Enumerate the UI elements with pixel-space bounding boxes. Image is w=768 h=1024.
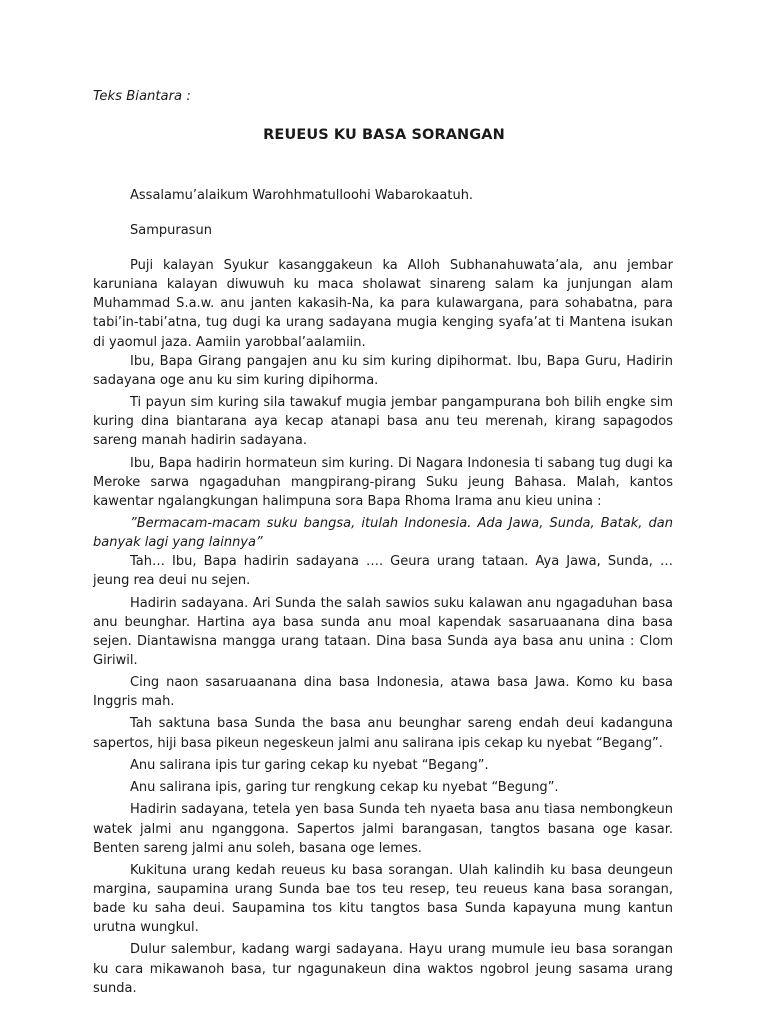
paragraph: Anu salirana ipis, garing tur rengkung cekap ku nyebat “Begung”. bbox=[130, 780, 559, 796]
paragraph: Tah… Ibu, Bapa hadirin sadayana …. Geura urang tataan. Aya Jawa, Sunda, … jeung rea deui nu sejen. bbox=[93, 554, 673, 589]
paragraph: Anu salirana ipis tur garing cekap ku nyebat “Begang”. bbox=[130, 757, 489, 773]
greeting: Assalamu’alaikum Warohhmatulloohi Wabarokaatuh. bbox=[130, 188, 474, 203]
paragraph: Tah saktuna basa Sunda the basa anu beunghar sareng endah deui kadanguna sapertos, hiji basa pikeun negeskeun jalmi anu salirana ipis cekap ku nyebat “Begang”. bbox=[93, 716, 673, 751]
paragraph: Dulur salembur, kadang wargi sadayana. Hayu urang mumule ieu basa sorangan ku cara mikawanoh basa, tur ngagunakeun dina waktos ngobrol jeung sasama urang sunda. bbox=[93, 942, 673, 996]
paragraph: Kukituna urang kedah reueus ku basa sorangan. Ulah kalindih ku basa deungeun margina, saupamina urang Sunda bae tos teu resep, teu reueus kana basa sorangan, bade ku saha deui. Saupamina tos kitu tangtos basa Sunda kapayuna mung kantun urutna wungkul. bbox=[93, 862, 673, 936]
document-label: Teks Biantara : bbox=[93, 89, 191, 104]
document-title: REUEUS KU BASA SORANGAN bbox=[263, 127, 505, 143]
paragraph: Cing naon sasaruaanana dina basa Indonesia, atawa basa Jawa. Komo ku basa Inggris mah. bbox=[93, 675, 673, 710]
paragraph: Ibu, Bapa Girang pangajen anu ku sim kuring dipihormat. Ibu, Bapa Guru, Hadirin sadayana oge anu ku sim kuring dipihorma. bbox=[93, 353, 673, 388]
sampurasun: Sampurasun bbox=[130, 223, 212, 239]
quote-paragraph: ”Bermacam-macam suku bangsa, itulah Indonesia. Ada Jawa, Sunda, Batak, dan banyak lagi yang lainnya” bbox=[93, 515, 673, 551]
paragraph: Ti payun sim kuring sila tawakuf mugia jembar pangampurana boh bilih engke sim kuring dina biantarana aya kecap atanapi basa anu teu merenah, kirang sapagodos sareng manah hadirin sadayana. bbox=[93, 395, 673, 449]
paragraph: Ibu, Bapa hadirin hormateun sim kuring. Di Nagara Indonesia ti sabang tug dugi ka Meroke sarwa ngagaduhan mangpirang-pirang Suku jeung Bahasa. Malah, kantos kawentar ngalangkungan halimpuna sora Bapa Rhoma Irama anu kieu unina : bbox=[93, 455, 673, 509]
paragraph: Hadirin sadayana, tetela yen basa Sunda teh nyaeta basa anu tiasa nembongkeun watek jalmi anu nganggona. Sapertos jalmi barangasan, tangtos basana oge kasar. Benten sareng jalmi anu soleh, basana oge lemes. bbox=[93, 802, 673, 856]
paragraph: Puji kalayan Syukur kasanggakeun ka Alloh Subhanahuwata’ala, anu jembar karuniana kalayan diwuwuh ku maca sholawat sinareng salam ka junjungan alam Muhammad S.a.w. anu janten kakasih-Na, ka para kulawargana, para sohabatna, para tabi’in-tabi’atna, tug dugi ka urang sadayana mugia kenging syafa’at ti Mantena isukan di yaomul jaza. Aamiin yarobbal’aalamiin. bbox=[93, 258, 673, 350]
paragraph: Hadirin sadayana. Ari Sunda the salah sawios suku kalawan anu ngagaduhan basa anu beunghar. Hartina aya basa sunda anu moal kapendak sasaruaanana dina basa sejen. Diantawisna mangga urang tataan. Dina basa Sunda aya basa anu unina : Clom Giriwil. bbox=[93, 595, 673, 668]
document-body bbox=[93, 186, 673, 998]
